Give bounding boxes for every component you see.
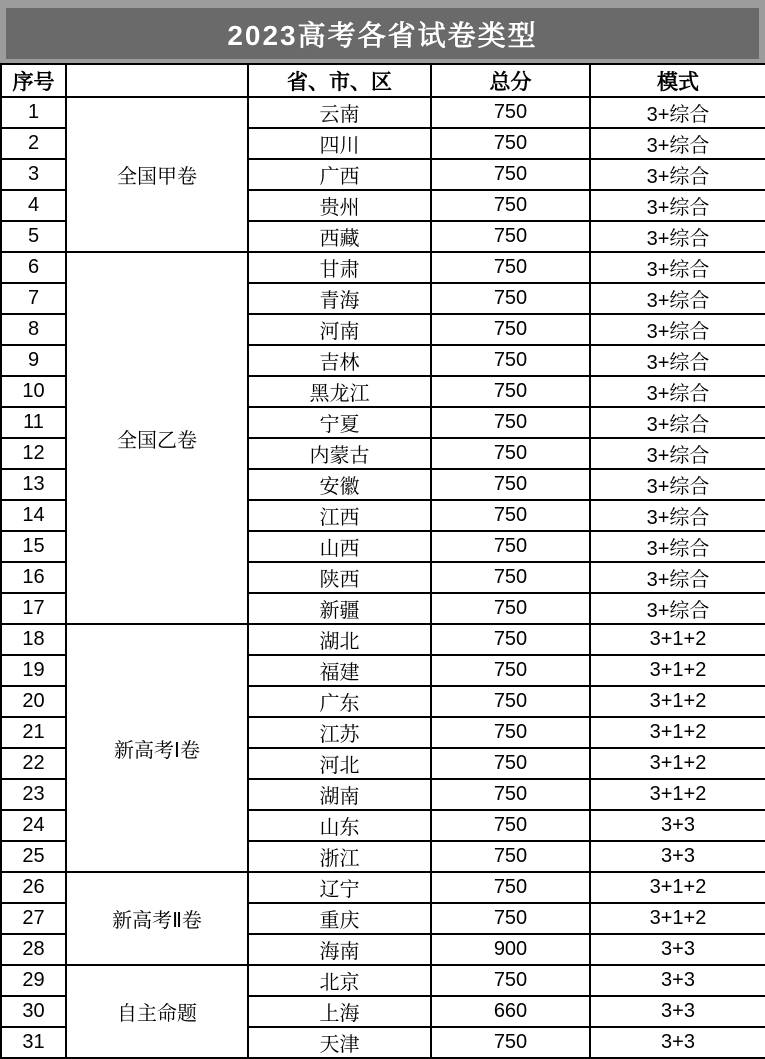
- cell-no: 12: [1, 438, 66, 469]
- cell-score: 750: [431, 748, 590, 779]
- cell-score: 750: [431, 1027, 590, 1058]
- cell-region: 浙江: [248, 841, 431, 872]
- cell-no: 8: [1, 314, 66, 345]
- cell-region: 黑龙江: [248, 376, 431, 407]
- cell-region: 安徽: [248, 469, 431, 500]
- cell-no: 20: [1, 686, 66, 717]
- cell-no: 6: [1, 252, 66, 283]
- cell-no: 15: [1, 531, 66, 562]
- cell-no: 29: [1, 965, 66, 996]
- cell-region: 河北: [248, 748, 431, 779]
- cell-no: 11: [1, 407, 66, 438]
- cell-region: 甘肃: [248, 252, 431, 283]
- cell-region: 吉林: [248, 345, 431, 376]
- cell-no: 21: [1, 717, 66, 748]
- cell-region: 贵州: [248, 190, 431, 221]
- cell-score: 750: [431, 314, 590, 345]
- cell-score: 750: [431, 469, 590, 500]
- cell-mode: 3+综合: [590, 221, 765, 252]
- cell-mode: 3+3: [590, 1027, 765, 1058]
- cell-no: 23: [1, 779, 66, 810]
- col-header-score: 总分: [431, 64, 590, 97]
- cell-no: 14: [1, 500, 66, 531]
- group-cell-self-proposed: 自主命题: [66, 965, 248, 1058]
- cell-region: 山西: [248, 531, 431, 562]
- table-row: [1, 624, 765, 655]
- cell-score: 750: [431, 221, 590, 252]
- cell-score: 750: [431, 872, 590, 903]
- cell-score: 750: [431, 531, 590, 562]
- cell-no: 7: [1, 283, 66, 314]
- cell-region: 新疆: [248, 593, 431, 624]
- cell-score: 750: [431, 562, 590, 593]
- cell-score: 750: [431, 283, 590, 314]
- cell-mode: 3+综合: [590, 500, 765, 531]
- cell-no: 24: [1, 810, 66, 841]
- cell-no: 10: [1, 376, 66, 407]
- cell-score: 750: [431, 686, 590, 717]
- cell-region: 宁夏: [248, 407, 431, 438]
- table-row: [1, 252, 765, 283]
- cell-score: 750: [431, 655, 590, 686]
- cell-mode: 3+1+2: [590, 717, 765, 748]
- cell-score: 660: [431, 996, 590, 1027]
- cell-mode: 3+综合: [590, 283, 765, 314]
- cell-mode: 3+综合: [590, 407, 765, 438]
- title-bar: [6, 8, 759, 59]
- col-header-region: 省、市、区: [248, 64, 431, 97]
- cell-no: 28: [1, 934, 66, 965]
- cell-region: 四川: [248, 128, 431, 159]
- exam-paper-type-table: [0, 63, 765, 1059]
- cell-score: 750: [431, 903, 590, 934]
- cell-score: 750: [431, 965, 590, 996]
- cell-region: 西藏: [248, 221, 431, 252]
- cell-mode: 3+综合: [590, 562, 765, 593]
- cell-region: 山东: [248, 810, 431, 841]
- cell-no: 30: [1, 996, 66, 1027]
- cell-no: 16: [1, 562, 66, 593]
- cell-no: 22: [1, 748, 66, 779]
- cell-no: 9: [1, 345, 66, 376]
- table-row: [1, 872, 765, 903]
- cell-score: 750: [431, 376, 590, 407]
- cell-region: 广东: [248, 686, 431, 717]
- cell-score: 750: [431, 252, 590, 283]
- cell-score: 750: [431, 190, 590, 221]
- group-cell-national-a: 全国甲卷: [66, 97, 248, 252]
- cell-mode: 3+综合: [590, 593, 765, 624]
- cell-score: 750: [431, 128, 590, 159]
- cell-mode: 3+3: [590, 996, 765, 1027]
- cell-mode: 3+综合: [590, 376, 765, 407]
- title-band: [0, 0, 765, 63]
- page-title: 2023高考各省试卷类型: [227, 19, 538, 51]
- cell-no: 4: [1, 190, 66, 221]
- cell-score: 750: [431, 841, 590, 872]
- cell-mode: 3+1+2: [590, 903, 765, 934]
- group-cell-national-b: 全国乙卷: [66, 252, 248, 624]
- cell-mode: 3+3: [590, 810, 765, 841]
- cell-score: 750: [431, 345, 590, 376]
- cell-region: 江苏: [248, 717, 431, 748]
- cell-region: 内蒙古: [248, 438, 431, 469]
- cell-region: 上海: [248, 996, 431, 1027]
- cell-no: 5: [1, 221, 66, 252]
- cell-no: 19: [1, 655, 66, 686]
- cell-no: 25: [1, 841, 66, 872]
- cell-score: 900: [431, 934, 590, 965]
- cell-mode: 3+综合: [590, 531, 765, 562]
- cell-no: 2: [1, 128, 66, 159]
- cell-region: 湖南: [248, 779, 431, 810]
- cell-no: 26: [1, 872, 66, 903]
- cell-region: 福建: [248, 655, 431, 686]
- col-header-group: [66, 64, 248, 97]
- table-row: [1, 97, 765, 128]
- cell-region: 海南: [248, 934, 431, 965]
- cell-region: 湖北: [248, 624, 431, 655]
- cell-region: 河南: [248, 314, 431, 345]
- cell-region: 广西: [248, 159, 431, 190]
- cell-no: 3: [1, 159, 66, 190]
- cell-score: 750: [431, 810, 590, 841]
- cell-region: 云南: [248, 97, 431, 128]
- cell-region: 天津: [248, 1027, 431, 1058]
- cell-mode: 3+综合: [590, 159, 765, 190]
- cell-region: 青海: [248, 283, 431, 314]
- cell-score: 750: [431, 159, 590, 190]
- cell-score: 750: [431, 438, 590, 469]
- cell-mode: 3+1+2: [590, 686, 765, 717]
- cell-region: 重庆: [248, 903, 431, 934]
- cell-region: 北京: [248, 965, 431, 996]
- cell-mode: 3+3: [590, 965, 765, 996]
- cell-score: 750: [431, 624, 590, 655]
- group-cell-new-gaokao-2: 新高考Ⅱ卷: [66, 872, 248, 965]
- cell-mode: 3+综合: [590, 252, 765, 283]
- table-row: [1, 965, 765, 996]
- cell-mode: 3+1+2: [590, 872, 765, 903]
- cell-region: 辽宁: [248, 872, 431, 903]
- cell-mode: 3+综合: [590, 345, 765, 376]
- cell-score: 750: [431, 717, 590, 748]
- header-row: [1, 64, 765, 97]
- cell-score: 750: [431, 593, 590, 624]
- cell-mode: 3+1+2: [590, 624, 765, 655]
- cell-no: 17: [1, 593, 66, 624]
- group-cell-new-gaokao-1: 新高考Ⅰ卷: [66, 624, 248, 872]
- cell-score: 750: [431, 779, 590, 810]
- cell-mode: 3+1+2: [590, 655, 765, 686]
- cell-no: 18: [1, 624, 66, 655]
- cell-mode: 3+综合: [590, 469, 765, 500]
- cell-mode: 3+综合: [590, 190, 765, 221]
- cell-no: 31: [1, 1027, 66, 1058]
- cell-mode: 3+综合: [590, 128, 765, 159]
- cell-mode: 3+3: [590, 841, 765, 872]
- cell-region: 陕西: [248, 562, 431, 593]
- cell-mode: 3+1+2: [590, 779, 765, 810]
- cell-score: 750: [431, 407, 590, 438]
- cell-mode: 3+综合: [590, 314, 765, 345]
- cell-no: 13: [1, 469, 66, 500]
- cell-mode: 3+综合: [590, 438, 765, 469]
- cell-score: 750: [431, 500, 590, 531]
- cell-no: 1: [1, 97, 66, 128]
- cell-mode: 3+1+2: [590, 748, 765, 779]
- col-header-mode: 模式: [590, 64, 765, 97]
- cell-no: 27: [1, 903, 66, 934]
- cell-region: 江西: [248, 500, 431, 531]
- cell-score: 750: [431, 97, 590, 128]
- cell-mode: 3+综合: [590, 97, 765, 128]
- col-header-no: 序号: [1, 64, 66, 97]
- cell-mode: 3+3: [590, 934, 765, 965]
